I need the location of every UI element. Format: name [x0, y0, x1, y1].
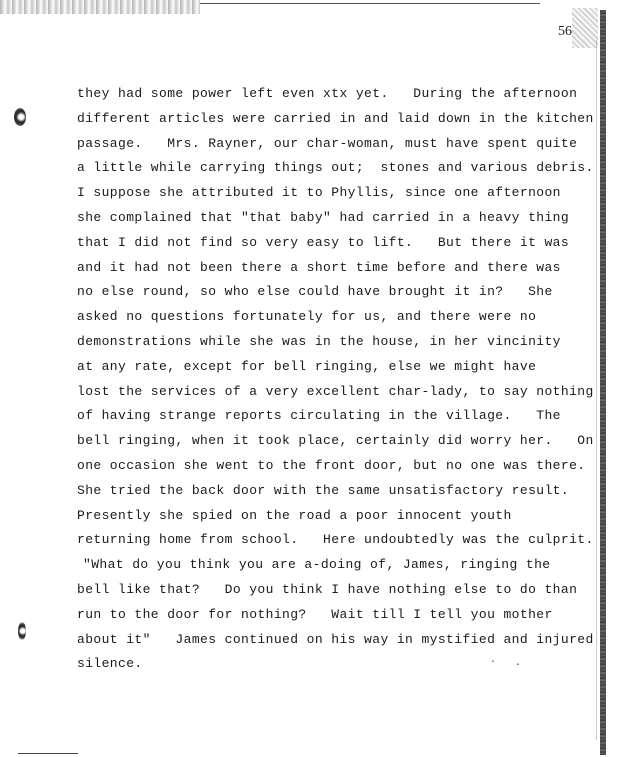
top-rule: [200, 3, 540, 4]
text-line: run to the door for nothing? Wait till I tell you mother: [77, 606, 553, 622]
text-line: they had some power left even xtx yet. During the afternoon: [77, 86, 578, 101]
text-line: different articles were carried in and laid down in the kitchen: [77, 110, 594, 126]
text-line: at any rate, except for bell ringing, else we might have: [77, 358, 537, 374]
text-line: she complained that "that baby" had carried in a heavy thing: [77, 209, 570, 225]
text-line: I suppose she attributed it to Phyllis, since one afternoon: [77, 185, 561, 201]
page-edge-thin: [596, 40, 597, 740]
text-line: no else round, so who else could have brought it in? She: [77, 284, 553, 300]
binding-hole-icon: [14, 108, 26, 126]
binding-hole-icon: [18, 622, 26, 640]
text-line: a little while carrying things out; stones and various debris.: [77, 160, 594, 176]
bottom-rule: [18, 753, 78, 754]
ink-speck: ·: [515, 660, 522, 671]
text-line: that I did not find so very easy to lift. But there it was: [77, 234, 570, 250]
text-line: returning home from school. Here undoubtedly was the culprit.: [77, 532, 594, 548]
text-line: passage. Mrs. Rayner, our char-woman, must have spent quite: [77, 135, 578, 151]
text-line: bell like that? Do you think I have nothing else to do than: [77, 581, 578, 597]
page-number: 56: [558, 24, 572, 39]
text-line: and it had not been there a short time before and there was: [77, 259, 561, 275]
text-line: bell ringing, when it took place, certainly did worry her. On: [77, 433, 594, 449]
text-line: about it" James continued on his way in mystified and injured: [77, 631, 594, 647]
scan-artifact-corner: [572, 8, 598, 48]
text-line: silence.: [77, 656, 143, 672]
text-line: "What do you think you are a-doing of, James, ringing the: [83, 557, 551, 573]
ink-speck: ·: [490, 657, 497, 668]
text-line: one occasion she went to the front door, but no one was there.: [77, 457, 586, 473]
text-line: Presently she spied on the road a poor innocent youth: [77, 507, 512, 523]
page-edge-shadow: [600, 10, 606, 755]
text-line: of having strange reports circulating in the village. The: [77, 408, 561, 424]
scan-artifact-top: [0, 0, 200, 14]
typed-text-body: [77, 82, 594, 677]
text-line: She tried the back door with the same unsatisfactory result.: [77, 482, 570, 498]
text-line: lost the services of a very excellent char-lady, to say nothing: [77, 383, 594, 399]
text-line: demonstrations while she was in the house, in her vincinity: [77, 333, 561, 349]
text-line: asked no questions fortunately for us, and there were no: [77, 309, 537, 325]
